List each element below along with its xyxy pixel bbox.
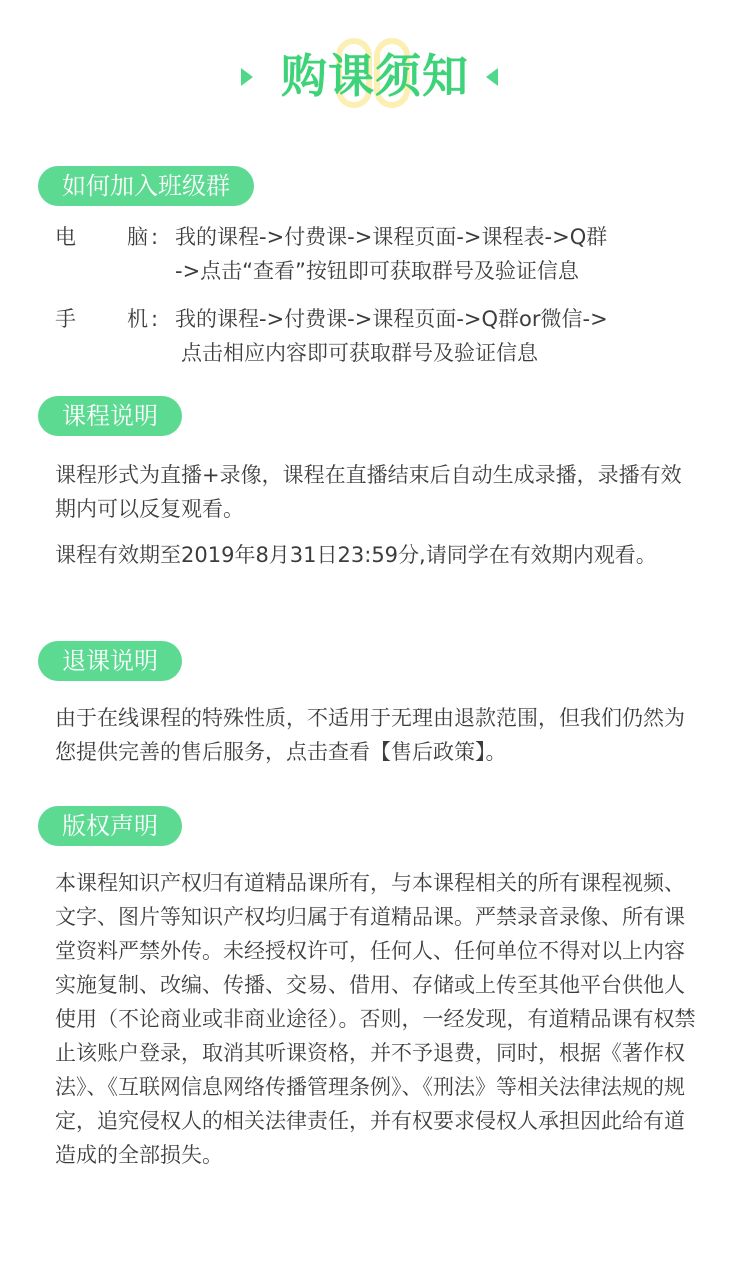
row-line: ->点击“查看”按钮即可获取群号及验证信息 bbox=[175, 259, 579, 283]
row-line: 我的课程->付费课->课程页面->Q群or微信-> bbox=[175, 307, 608, 331]
section-title-join-group: 如何加入班级群 bbox=[38, 166, 254, 206]
label-char: 脑 bbox=[127, 225, 148, 249]
copyright-text bbox=[55, 866, 700, 1172]
triangle-left-icon bbox=[486, 68, 498, 86]
paragraph: 课程有效期至2019年8月31日23:59分,请同学在有效期内观看。 bbox=[55, 543, 657, 567]
section-title-refund: 退课说明 bbox=[38, 641, 182, 681]
page-title: 购课须知 bbox=[281, 49, 469, 103]
label-colon: : bbox=[151, 307, 159, 331]
row-line: 点击相应内容即可获取群号及验证信息 bbox=[181, 341, 538, 365]
paragraph: 由于在线课程的特殊性质，不适用于无理由退款范围，但我们仍然为您提供完善的售后服务，点击查看【售后政策】。 bbox=[55, 706, 685, 764]
label-char: 手 bbox=[55, 307, 76, 331]
course-info-text bbox=[55, 458, 700, 572]
paragraph: 课程形式为直播+录像，课程在直播结束后自动生成录播，录播有效期内可以反复观看。 bbox=[55, 463, 682, 521]
join-row-computer bbox=[55, 220, 705, 288]
row-value bbox=[175, 220, 705, 288]
section-title-course-info: 课程说明 bbox=[38, 396, 182, 436]
label-colon: : bbox=[151, 225, 159, 249]
label-char: 机 bbox=[127, 307, 148, 331]
join-row-phone bbox=[55, 302, 705, 370]
refund-text bbox=[55, 701, 700, 769]
paragraph: 本课程知识产权归有道精品课所有，与本课程相关的所有课程视频、文字、图片等知识产权均归属于有道精品课。严禁录音录像、所有课堂资料严禁外传。未经授权许可，任何人、任何单位不得对以上内容实施复制、改编、传播、交易、借用、存储或上传至其他平台供他人使用（不论商业或非商业途径）。否则，一经发现，有道精品课有权禁止该账户登录，取消其听课资格，并不予退费，同时，根据《著作权法》、《互联网信息网络传播管理条例》、《刑法》等相关法律法规的规定，追究侵权人的相关法律责任，并有权要求侵权人承担因此给有道造成的全部损失。 bbox=[55, 871, 696, 1167]
label-char: 电 bbox=[55, 225, 76, 249]
header bbox=[0, 30, 750, 120]
row-value bbox=[175, 302, 705, 370]
section-title-copyright: 版权声明 bbox=[38, 806, 182, 846]
row-line: 我的课程->付费课->课程页面->课程表->Q群 bbox=[175, 225, 608, 249]
